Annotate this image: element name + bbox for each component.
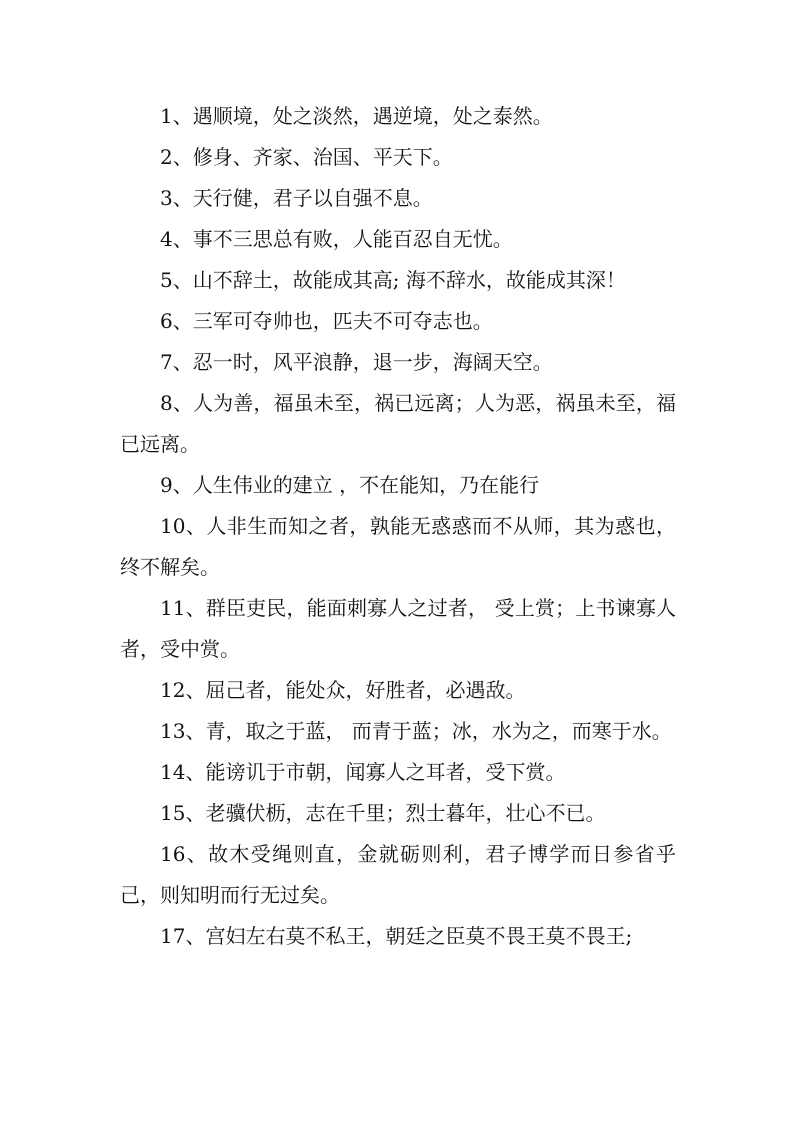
quote-paragraph-13: 13、青，取之于蓝， 而青于蓝；冰，水为之，而寒于水。 [160,719,672,743]
quote-paragraph-15: 15、老骥伏枥，志在千里；烈士暮年，壮心不已。 [160,801,606,825]
quote-paragraph-7: 7、忍一时，风平浪静，退一步，海阔天空。 [160,350,553,374]
quote-paragraph-17: 17、宫妇左右莫不私王，朝廷之臣莫不畏王莫不畏王; [160,924,633,948]
quote-paragraph-2: 2、修身、齐家、治国、平天下。 [160,145,453,169]
quote-paragraph-9: 9、人生伟业的建立 ，不在能知，乃在能行 [160,473,540,497]
quote-paragraph-6: 6、三军可夺帅也，匹夫不可夺志也。 [160,309,493,333]
quote-paragraph-8: 8、人为善，福虽未至，祸已远离；人为恶，祸虽未至，福已远离。 [120,391,676,456]
quote-paragraph-14: 14、能谤讥于市朝，闻寡人之耳者，受下赏。 [160,760,566,784]
quote-paragraph-1: 1、遇顺境，处之淡然，遇逆境，处之泰然。 [160,104,553,128]
quote-paragraph-16: 16、故木受绳则直，金就砺则利，君子博学而日参省乎己，则知明而行无过矣。 [120,842,676,907]
quote-paragraph-4: 4、事不三思总有败，人能百忍自无忧。 [160,227,513,251]
quote-paragraph-5: 5、山不辞土，故能成其高; 海不辞水，故能成其深！ [160,268,626,292]
quote-paragraph-12: 12、屈己者，能处众，好胜者，必遇敌。 [160,678,526,702]
quote-paragraph-3: 3、天行健，君子以自强不息。 [160,186,433,210]
document-body [120,96,676,957]
quote-paragraph-11: 11、群臣吏民，能面刺寡人之过者， 受上赏；上书谏寡人者，受中赏。 [120,596,676,661]
quote-paragraph-10: 10、人非生而知之者，孰能无惑惑而不从师，其为惑也，终不解矣。 [120,514,676,579]
